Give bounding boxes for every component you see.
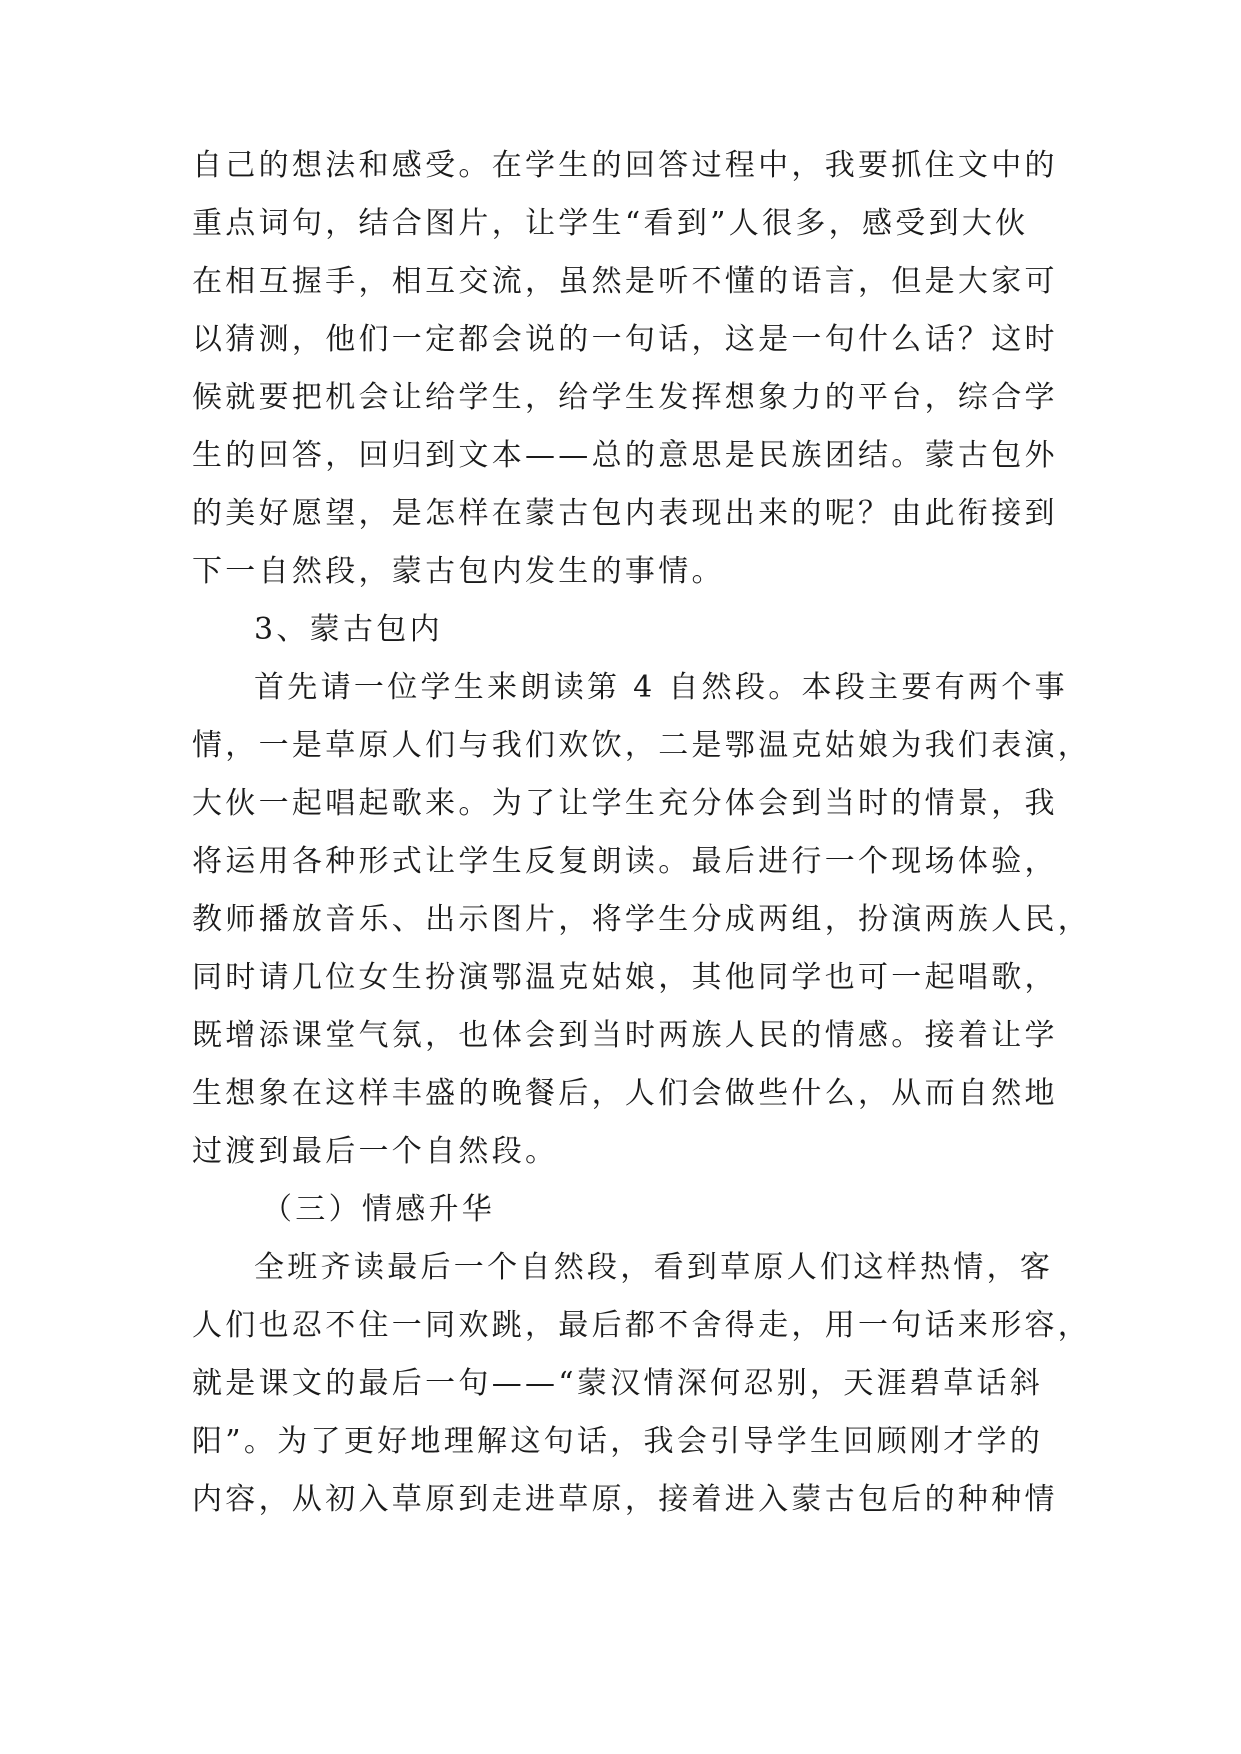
paragraph-line: 生想象在这样丰盛的晚餐后，人们会做些什么，从而自然地	[192, 1076, 1058, 1111]
paragraph-line: 在相互握手，相互交流，虽然是听不懂的语言，但是大家可	[192, 264, 1058, 299]
paragraph-line: 重点词句，结合图片，让学生“看到”人很多，感受到大伙	[192, 206, 1029, 241]
paragraph-line: 将运用各种形式让学生反复朗读。最后进行一个现场体验，	[192, 844, 1058, 879]
paragraph-line: 过渡到最后一个自然段。	[192, 1134, 559, 1169]
paragraph-line: 自己的想法和感受。在学生的回答过程中，我要抓住文中的	[192, 148, 1058, 183]
paragraph-line: 全班齐读最后一个自然段，看到草原人们这样热情，客	[254, 1250, 1054, 1285]
paragraph-line: 大伙一起唱起歌来。为了让学生充分体会到当时的情景，我	[192, 786, 1058, 821]
paragraph-line: 生的回答，回归到文本——总的意思是民族团结。蒙古包外	[192, 438, 1058, 473]
section-heading: 3、蒙古包内	[254, 612, 443, 647]
paragraph-line: 首先请一位学生来朗读第 4 自然段。本段主要有两个事	[254, 670, 1068, 705]
paragraph-line: 候就要把机会让给学生，给学生发挥想象力的平台，综合学	[192, 380, 1058, 415]
paragraph-line: 的美好愿望，是怎样在蒙古包内表现出来的呢？由此衔接到	[192, 496, 1058, 531]
section-heading: （三）情感升华	[262, 1192, 496, 1227]
paragraph-line: 人们也忍不住一同欢跳，最后都不舍得走，用一句话来形容，	[192, 1308, 1092, 1343]
paragraph-line: 教师播放音乐、出示图片，将学生分成两组，扮演两族人民，	[192, 902, 1092, 937]
paragraph-line: 内容，从初入草原到走进草原，接着进入蒙古包后的种种情	[192, 1482, 1058, 1517]
paragraph-line: 既增添课堂气氛，也体会到当时两族人民的情感。接着让学	[192, 1018, 1058, 1053]
paragraph-line: 下一自然段，蒙古包内发生的事情。	[192, 554, 725, 589]
paragraph-line: 就是课文的最后一句——“蒙汉情深何忍别，天涯碧草话斜	[192, 1366, 1044, 1401]
paragraph-line: 阳”。为了更好地理解这句话，我会引导学生回顾刚才学的	[192, 1424, 1044, 1459]
paragraph-line: 以猜测，他们一定都会说的一句话，这是一句什么话？这时	[192, 322, 1058, 357]
paragraph-line: 同时请几位女生扮演鄂温克姑娘，其他同学也可一起唱歌，	[192, 960, 1058, 995]
paragraph-line: 情，一是草原人们与我们欢饮，二是鄂温克姑娘为我们表演，	[192, 728, 1092, 763]
